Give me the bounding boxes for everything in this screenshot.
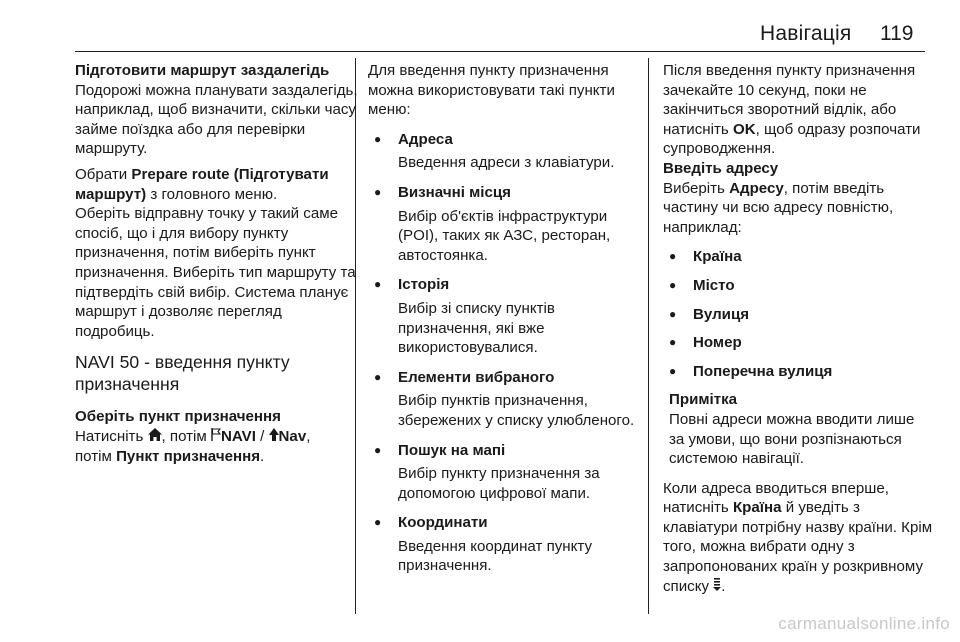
column-divider-2: [648, 58, 649, 614]
note-text: Повні адреси можна вводити лише за умови, що вони розпізнаються системою навігації.: [669, 410, 915, 468]
address-fields-list: [663, 247, 933, 381]
list-item: ● Номер: [663, 333, 933, 353]
list-item: ● Визначні місця Вибір об'єктів інфраструктури (POI), таких як АЗС, ресторан, автостоянка.: [368, 183, 638, 265]
paragraph-menu-intro: Для введення пункту призначення можна використовувати такі пункти меню:: [368, 62, 615, 119]
section-heading-address: Введіть адресу: [663, 159, 779, 177]
paragraph-select-prepare: Обрати Prepare route (Підготувати маршрут) з головного меню.: [75, 165, 329, 203]
paragraph-prepare: Подорожі можна планувати заздалегідь, наприклад, щоб визначити, скільки часу займе поїздка або для перевірки маршруту.: [75, 81, 358, 158]
note-block: [663, 390, 933, 468]
paragraph-countdown: Після введення пункту призначення зачекайте 10 секунд, поки не закінчиться зворотний відлік, або натисніть OK, щоб одразу розпочати супроводження.: [663, 62, 921, 158]
column-3: [663, 61, 933, 602]
flag-icon: [211, 427, 221, 447]
list-item: ● Країна: [663, 247, 933, 267]
paragraph-select-address: Виберіть Адресу, потім введіть частину чи всю адресу повністю, наприклад:: [663, 179, 894, 236]
list-item: ● Поперечна вулиця: [663, 362, 933, 382]
page-number: 119: [880, 22, 914, 45]
list-item: ● Місто: [663, 276, 933, 296]
menu-options-list: [368, 130, 638, 576]
section-heading-prepare: Підготовити маршрут заздалегідь: [75, 62, 330, 79]
home-icon: [148, 427, 162, 447]
column-2: [368, 61, 638, 586]
column-1: [75, 61, 360, 472]
list-item: ● Пошук на мапі Вибір пункту призначення за допомогою цифрової мапи.: [368, 441, 638, 504]
car-icon: [269, 427, 279, 447]
note-title: Примітка: [669, 391, 738, 409]
paragraph-press-navi: Натисніть , потім NAVI / Nav, потім Пункт призначення.: [75, 427, 311, 465]
section-heading-navi50: NAVI 50 - введення пункту призначення: [75, 352, 290, 395]
list-item: ● Адреса Введення адреси з клавіатури.: [368, 130, 638, 173]
header-title: Навігація: [760, 22, 852, 45]
paragraph-first-address: Коли адреса вводиться вперше, натисніть Країна й уведіть з клавіатури потрібну назву країни. Крім того, можна вибрати одну з запропонованих країн у розкривному списку .: [663, 479, 933, 595]
list-item: ● Елементи вибраного Вибір пунктів призначення, збережених у списку улюбленого.: [368, 368, 638, 431]
subheading-choose-destination: Оберіть пункт призначення: [75, 408, 281, 426]
list-item: ● Координати Введення координат пункту призначення.: [368, 513, 638, 576]
paragraph-route-planning: Оберіть відправну точку у такий саме спосіб, що і для вибору пункту призначення, потім виберіть пункт призначення. Виберіть тип маршруту та підтвердіть свій вибір. Система планує маршрут і дозволяє перегляд подробиць.: [75, 205, 356, 340]
watermark: carmanualsonline.info: [778, 614, 950, 633]
header-rule: [75, 51, 925, 52]
list-item: ● Вулиця: [663, 305, 933, 325]
list-item: ● Історія Вибір зі списку пунктів призначення, які вже використовувалися.: [368, 275, 638, 357]
